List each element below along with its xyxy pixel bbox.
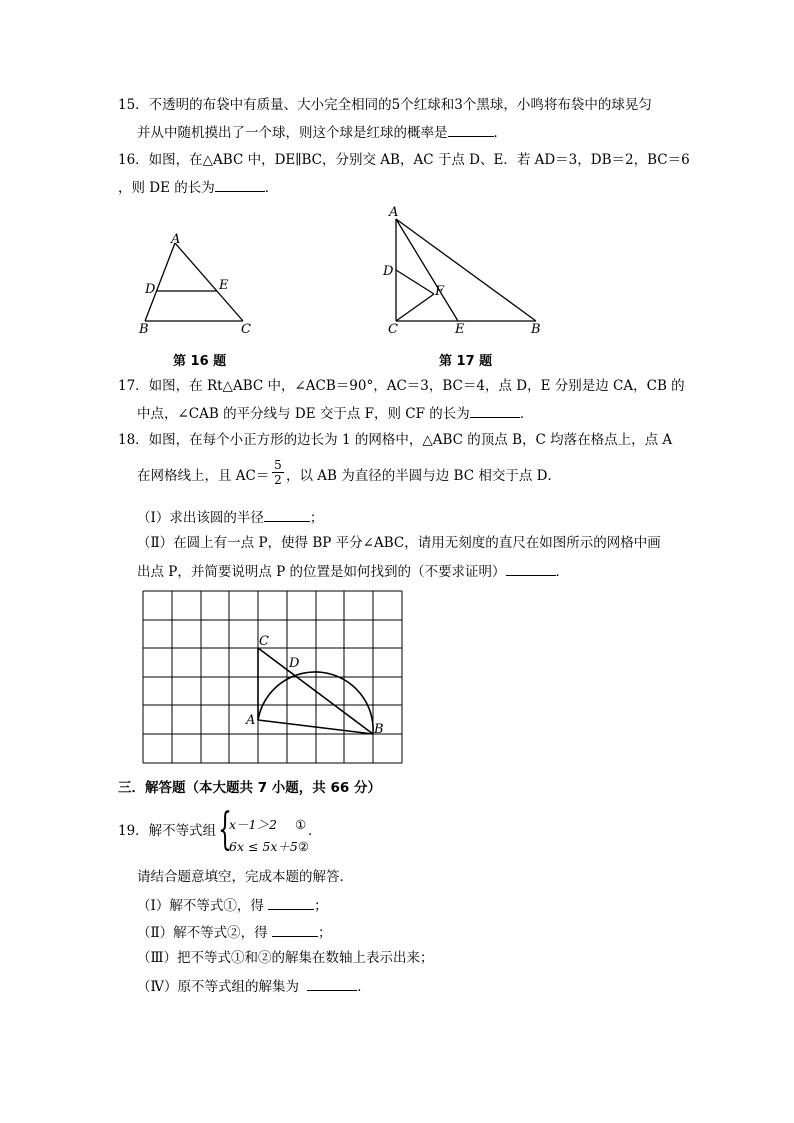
q19-s2-blank[interactable] (272, 922, 318, 937)
fig18-semicircle (258, 672, 373, 734)
fig16-label-b: B (139, 322, 149, 337)
fig17-side-ab (396, 219, 536, 321)
q15-text: 并从中随机摸出了一个球，则这个球是红球的概率是 (137, 125, 448, 141)
q19-ineq2-mark: ② (297, 839, 310, 854)
q17-answer-blank[interactable] (470, 403, 520, 418)
fig18-label-a: A (246, 713, 256, 728)
section-3-title: 三．解答题（本大题共 7 小题，共 66 分） (118, 780, 381, 796)
q19-s2-end: ； (317, 925, 332, 941)
fig16-label-d: D (145, 282, 156, 297)
q18-part2-line2 (137, 561, 569, 581)
fig18-label-d: D (289, 656, 300, 671)
fig17-label-a: A (389, 205, 399, 220)
fig16-side-ac (175, 243, 243, 321)
q15-answer-blank[interactable] (448, 122, 494, 137)
q16-line1: 16．如图，在△ABC 中，DE∥BC，分别交 AB，AC 于点 D、E．若 AD＝3，DB＝2，BC＝6 (118, 152, 690, 168)
q18-line1: 18．如图，在每个小正方形的边长为 1 的网格中，△ABC 的顶点 B，C 均落在格点上，点 A (118, 432, 673, 448)
fig16-label-c: C (241, 322, 251, 337)
q18-fraction (272, 458, 284, 487)
q16-line2 (118, 177, 278, 197)
q19-inequality-1 (229, 815, 306, 833)
q19-suffix: ． (308, 823, 322, 839)
q19-s1-blank[interactable] (268, 895, 314, 910)
fig17-segment-cf (396, 294, 434, 321)
grid-lines (143, 591, 402, 763)
q19-ineq2: 6x ≤ 5x＋5 (229, 839, 298, 854)
q19-s4-blank[interactable] (307, 976, 357, 991)
q19-inequality-2 (229, 837, 309, 855)
q17-line2 (137, 403, 533, 423)
q19-s4-text: （Ⅳ）原不等式组的解集为 (137, 979, 299, 995)
q18-part1-blank[interactable] (264, 507, 310, 522)
q17-line1: 17．如图，在 Rt△ABC 中，∠ACB＝90°，AC＝3，BC＝4，点 D，E 分别是边 CA，CB 的 (118, 378, 685, 394)
fig17-label-d: D (383, 264, 394, 279)
fig17-label-c: C (388, 322, 398, 337)
q18-frac-num: 5 (274, 458, 282, 472)
q19-ineq1-mark: ① (294, 817, 307, 832)
fig16-label-a: A (171, 232, 181, 247)
q18-line2a: 在网格线上，且 AC＝ (137, 468, 270, 484)
q19-s4-end: ． (357, 979, 371, 995)
q15-line2 (137, 122, 507, 142)
fig18-label-c: C (259, 634, 269, 649)
fig18-side-ab (258, 720, 373, 734)
q18-part1 (137, 507, 323, 527)
q16-end: ． (264, 180, 279, 196)
q19-step-3: （Ⅲ）把不等式①和②的解集在数轴上表示出来； (137, 950, 434, 966)
q19-step-1 (137, 895, 328, 915)
q18-part2-line1: （Ⅱ）在圆上有一点 P，使得 BP 平分∠ABC，请用无刻度的直尺在如图所示的网格中画 (137, 535, 661, 551)
q15-line1: 15．不透明的布袋中有质量、大小完全相同的5个红球和3个黑球，小鸣将布袋中的球晃匀 (118, 97, 652, 113)
q18-part2-text: 出点 P，并简要说明点 P 的位置是如何找到的（不要求证明） (137, 564, 506, 580)
fig17-bisector-ae (396, 219, 458, 321)
fig17-label-e: E (455, 322, 465, 337)
q19-step-2 (137, 922, 331, 942)
q18-line2b: ，以 AB 为直径的半圆与边 BC 相交于点 D． (286, 468, 561, 484)
fig17-caption: 第 17 题 (439, 354, 493, 369)
q16-answer-blank[interactable] (215, 177, 265, 192)
q18-part2-blank[interactable] (506, 561, 556, 576)
fig16-caption: 第 16 题 (173, 354, 227, 369)
q19-brace: { (218, 804, 232, 855)
fig16-label-e: E (219, 278, 229, 293)
fig17-label-f: F (435, 284, 445, 299)
q19-intro: 请结合题意填空，完成本题的解答． (137, 869, 353, 885)
q18-part2-end: ． (555, 564, 570, 580)
fig18-label-b: B (374, 722, 384, 737)
q19-s2-text: （Ⅱ）解不等式②，得 (137, 925, 268, 941)
fig16-side-ab (145, 243, 175, 321)
q15-end: ． (493, 125, 507, 141)
q19-prefix: 19．解不等式组 (118, 823, 217, 839)
q19-s1-end: ； (314, 898, 328, 914)
q18-part1-end: ； (309, 510, 324, 526)
q19-s1-text: （Ⅰ）解不等式①，得 (137, 898, 264, 914)
q16-text: ，则 DE 的长为 (118, 180, 215, 196)
q18-frac-den: 2 (272, 472, 284, 487)
q19-ineq1: x－1＞2 (229, 817, 277, 832)
q18-part1-text: （Ⅰ）求出该圆的半径 (137, 510, 264, 526)
q19-step-4 (137, 976, 371, 996)
q17-end: ． (519, 406, 534, 422)
fig17-label-b: B (531, 322, 541, 337)
fig18-side-cb (258, 648, 373, 734)
fig17-segment-df (396, 270, 434, 294)
q17-text: 中点，∠CAB 的平分线与 DE 交于点 F，则 CF 的长为 (137, 406, 470, 422)
